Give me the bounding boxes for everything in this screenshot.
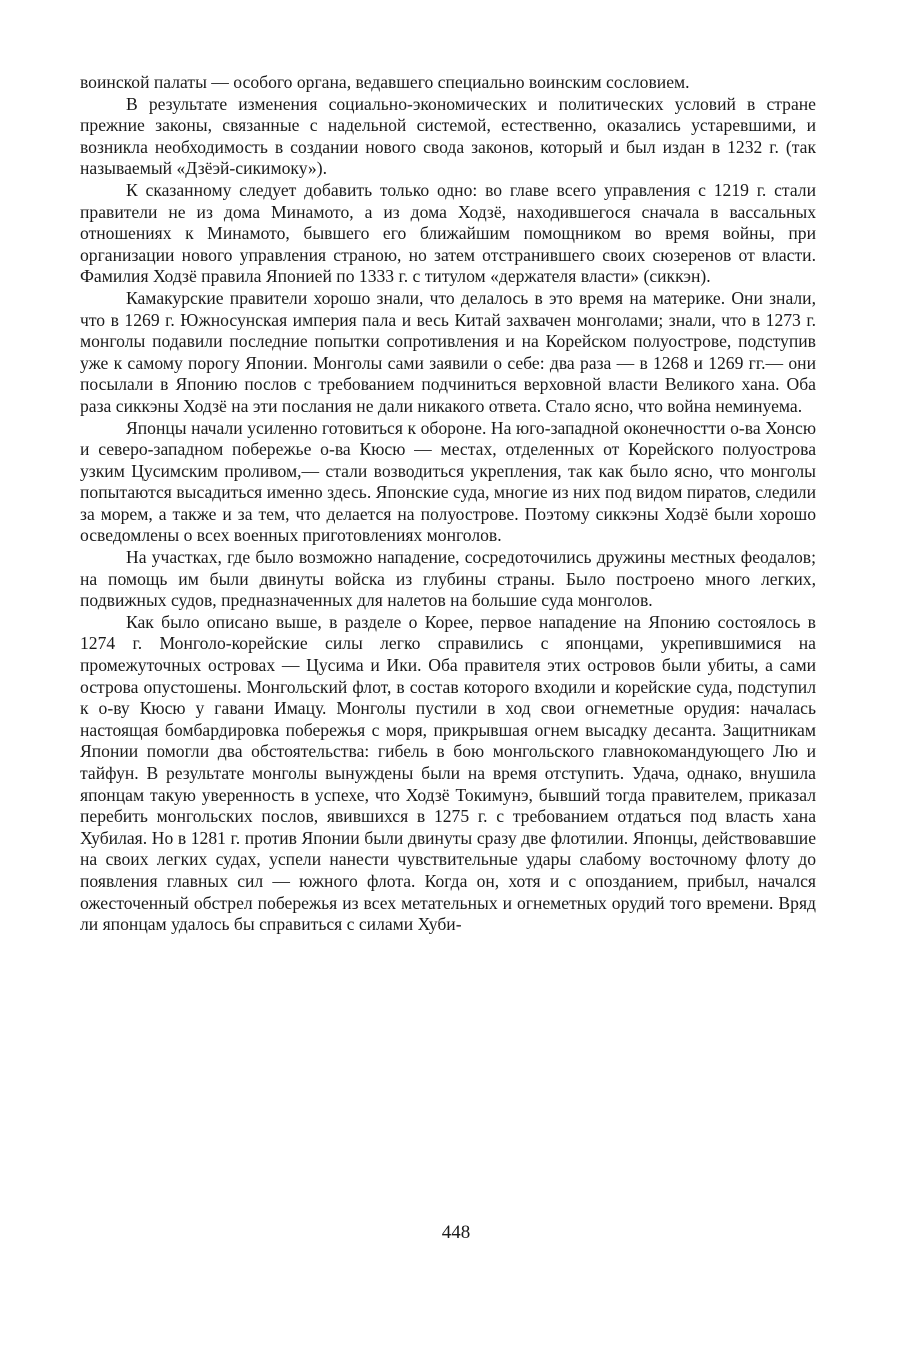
paragraph-3: К сказанному следует добавить только одно: во главе всего управления с 1219 г. стали правители не из дома Минамото, а из дома Ходзё, находившегося сначала в вассальных отношениях к Минамото, бывшего его ближайшим помощником во время войны, при организации нового управления страною, но затем отстранившего своих сюзеренов от власти. Фамилия Ходзё правила Японией по 1333 г. с титулом «держателя власти» (сиккэн). (80, 179, 816, 287)
page-body (80, 72, 816, 936)
paragraph-5: Японцы начали усиленно готовиться к обороне. На юго-западной оконечностти о-ва Хонсю и северо-западном побережье о-ва Кюсю — местах, отделенных от Корейского полуострова узким Цусимским проливом,— стали возводиться укрепления, так как было ясно, что монголы попытаются высадиться именно здесь. Японские суда, многие из них под видом пиратов, следили за морем, а также и за тем, что делается на полуострове. Поэтому сиккэны Ходзё были хорошо осведомлены о всех военных приготовлениях монголов. (80, 417, 816, 546)
paragraph-7: Как было описано выше, в разделе о Корее, первое нападение на Японию состоялось в 1274 г. Монголо-корейские силы легко справились с японцами, укрепившимися на промежуточных островах — Цусима и Ики. Оба правителя этих островов были убиты, а сами острова опустошены. Монгольский флот, в состав которого входили и корейские суда, подступил к о-ву Кюсю у гавани Имацу. Монголы пустили в ход свои огнеметные орудия: началась настоящая бомбардировка побережья с моря, прикрывшая огнем высадку десанта. Защитникам Японии помогли два обстоятельства: гибель в бою монгольского главнокомандующего Лю и тайфун. В результате монголы вынуждены были на время отступить. Удача, однако, внушила японцам такую уверенность в успехе, что Ходзё Токимунэ, бывший тогда правителем, приказал перебить монгольских послов, явившихся в 1275 г. с требованием отдаться под власть хана Хубилая. Но в 1281 г. против Японии были двинуты сразу две флотилии. Японцы, действовавшие на своих легких судах, успели нанести чувствительные удары слабому восточному флоту до появления главных сил — южного флота. Когда он, хотя и с опозданием, прибыл, начался ожесточенный обстрел побережья из всех метательных и огнеметных орудий того времени. Вряд ли японцам удалось бы справиться с силами Хуби- (80, 611, 816, 935)
paragraph-1: воинской палаты — особого органа, ведавшего специально воинским сословием. (80, 72, 690, 92)
paragraph-6: На участках, где было возможно нападение, сосредоточились дружины местных феодалов; на помощь им были двинуты войска из глубины страны. Было построено много легких, подвижных судов, предназначенных для налетов на большие суда монголов. (80, 547, 816, 611)
paragraph-2: В результате изменения социально-экономических и политических условий в стране прежние законы, связанные с надельной системой, естественно, оказались устаревшими, и возникла необходимость в создании нового свода законов, который и был издан в 1232 г. (так называемый «Дзёэй-сикимоку»). (80, 93, 816, 179)
page-number: 448 (441, 1222, 471, 1243)
paragraph-4: Камакурские правители хорошо знали, что делалось в это время на материке. Они знали, что в 1269 г. Южносунская империя пала и весь Китай захвачен монголами; знали, что в 1273 г. монголы подавили последние попытки сопротивления и на Корейском полуострове, подступив уже к самому порогу Японии. Монголы сами заявили о себе: два раза — в 1268 и 1269 гг.— они посылали в Японию послов с требованием подчиниться верховной власти Великого хана. Оба раза сиккэны Ходзё на эти послания не дали никакого ответа. Стало ясно, что война неминуема. (80, 287, 816, 416)
